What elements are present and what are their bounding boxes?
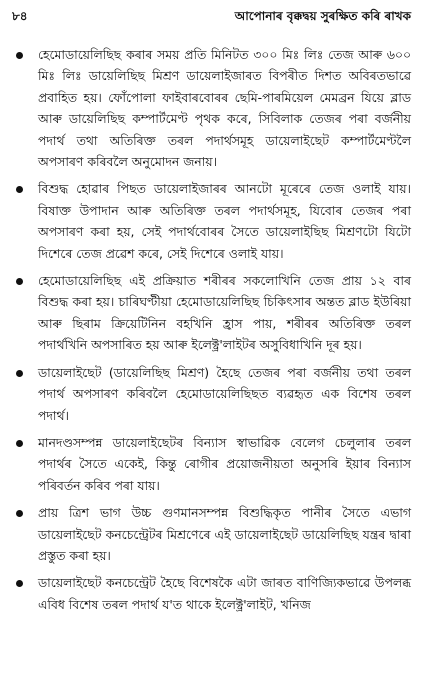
bullet-list (12, 44, 411, 615)
paragraph-text: হেমোডায়েলিছিছ এই প্ৰক্ৰিয়াত শৰীৰৰ সকলোখিনি তেজ প্ৰায় ১২ বাৰ বিশুদ্ধ কৰা হয়। চাৰিঘণ্টীয়া হেমোডায়েলিছিছ চিকিৎসাৰ অন্তত ব্লাড ইউৰিয়া আৰু ছিৰাম ক্ৰিয়েটিনিন বহখিনি হ্ৰাস পায়, শৰীৰৰ অতিৰিক্ত তৰল পদাৰ্থখিনি অপসাৰিত হয় আৰু ইলেক্ট্ৰ'লাইটৰ অসুবিধাখিনি দূৰ হয়। (38, 273, 411, 353)
list-item (12, 502, 411, 566)
bullet-icon (16, 278, 23, 285)
paragraph-text: ডায়েলাইছেট কনচেন্ট্ৰেট হৈছে বিশেষকৈ এটা জাৰত বাণিজ্যিকভাৱে উপলব্ধ এবিধ বিশেষ তৰল পদাৰ্থ য'ত থাকে ইলেক্ট্ৰ'লাইট, খনিজ (38, 575, 411, 612)
page-header (12, 8, 411, 26)
bullet-icon (16, 580, 23, 587)
list-item (12, 432, 411, 496)
bullet-icon (16, 52, 23, 59)
bullet-icon (16, 510, 23, 517)
list-item (12, 572, 411, 615)
bullet-icon (16, 440, 23, 447)
list-item (12, 362, 411, 426)
page-number: ৮৪ (12, 9, 28, 23)
list-item (12, 270, 411, 356)
paragraph-text: হেমোডায়েলিছিছ কৰাৰ সময় প্ৰতি মিনিটত ৩০০ মিঃ লিঃ তেজ আৰু ৬০০ মিঃ লিঃ ডায়েলিছিছ মিশ্ৰণ ডায়েলাইজাৰত বিপৰীত দিশত অবিৰতভাৱে প্ৰবাহিত হয়। ফোঁপোলা ফাইবাৰবোৰৰ ছেমি-পাৰমিয়েল মেমব্ৰন যিয়ে ব্লাড আৰু ডায়েলিছিছ কম্পাৰ্টমেণ্ট পৃথক কৰে, সিবিলাক তেজৰ পৰা বৰ্জনীয় পদাৰ্থ তথা অতিৰিক্ত তৰল পদাৰ্থসমূহ ডায়েলাইছেট কম্পাৰ্টমেণ্টলৈ অপসাৰণ কৰিবলৈ অনুমোদন জনায়। (38, 47, 411, 170)
bullet-icon (16, 186, 23, 193)
running-title: আপোনাৰ বৃক্কদ্বয় সুৰক্ষিত কৰি ৰাখক (234, 9, 411, 23)
paragraph-text: বিশুদ্ধ হোৱাৰ পিছত ডায়েলাইজাৰৰ আনটো মূৰেৰে তেজ ওলাই যায়। বিষাক্ত উপাদান আৰু অতিৰিক্ত তৰল পদাৰ্থসমূহ, যিবোৰ তেজৰ পৰা অপসাৰণ কৰা হয়, সেই পদাৰ্থবোৰৰ সৈতে ডায়েলাইছিছ মিশ্ৰণটো যিটো দিশেৰে তেজ প্ৰৱেশ কৰে, সেই দিশেৰে ওলাই যায়। (38, 181, 411, 261)
list-item (12, 178, 411, 264)
list-item (12, 44, 411, 172)
bullet-icon (16, 370, 23, 377)
paragraph-text: ডায়েলাইছেট (ডায়েলিছিছ মিশ্ৰণ) হৈছে তেজৰ পৰা বৰ্জনীয় তথা তৰল পদাৰ্থ অপসাৰণ কৰিবলৈ হেমোডায়েলিছিছত ব্যৱহৃত এক বিশেষ তৰল পদাৰ্থ। (38, 364, 411, 423)
paragraph-text: প্ৰায় ত্ৰিশ ভাগ উচ্চ গুণমানসম্পন্ন বিশুদ্ধিকৃত পানীৰ সৈতে এভাগ ডায়েলাইছেট কনচেন্ট্ৰেটৰ মিশ্ৰণেৰে এই ডায়েলাইছেট ডায়েলিছিছ যন্ত্ৰৰ দ্বাৰা প্ৰস্তুত কৰা হয়। (38, 505, 411, 563)
paragraph-text: মানদণ্ডসম্পন্ন ডায়েলাইছেটৰ বিন্যাস স্বাভাৱিক বেলেগ চেলুলাৰ তৰল পদাৰ্থৰ সৈতে একেই, কিন্তু ৰোগীৰ প্ৰয়োজনীয়তা অনুসৰি ইয়াৰ বিন্যাস পৰিবৰ্তন কৰিব পৰা যায়। (38, 434, 411, 493)
